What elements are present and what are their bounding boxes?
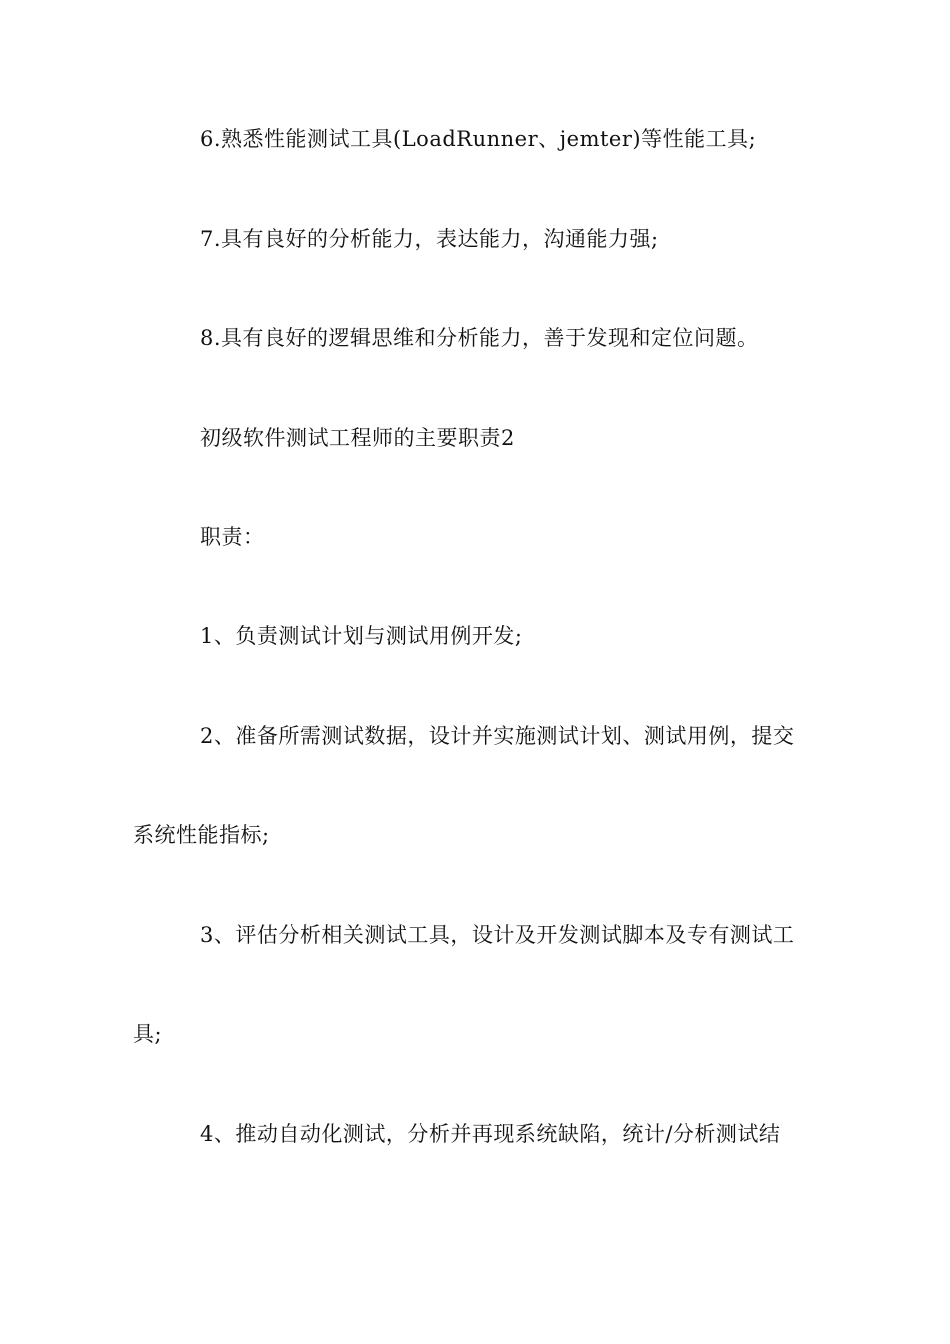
- duty-item-3: 3、评估分析相关测试工具，设计及开发测试脚本及专有测试工: [200, 923, 795, 947]
- duties-label: 职责：: [200, 525, 265, 549]
- duty-item-1: 1、负责测试计划与测试用例开发;: [200, 624, 523, 648]
- duty-item-2-continued: 系统性能指标;: [133, 823, 270, 847]
- requirement-item-8: 8.具有良好的逻辑思维和分析能力，善于发现和定位问题。: [200, 326, 759, 350]
- section-heading: 初级软件测试工程师的主要职责2: [200, 426, 515, 450]
- duty-item-2: 2、准备所需测试数据，设计并实施测试计划、测试用例，提交: [200, 724, 795, 748]
- requirement-item-7: 7.具有良好的分析能力，表达能力，沟通能力强;: [200, 227, 659, 251]
- duty-item-4: 4、推动自动化测试，分析并再现系统缺陷，统计/分析测试结: [200, 1122, 781, 1146]
- requirement-item-6: 6.熟悉性能测试工具(LoadRunner、jemter)等性能工具;: [200, 127, 757, 151]
- duty-item-3-continued: 具;: [133, 1022, 163, 1046]
